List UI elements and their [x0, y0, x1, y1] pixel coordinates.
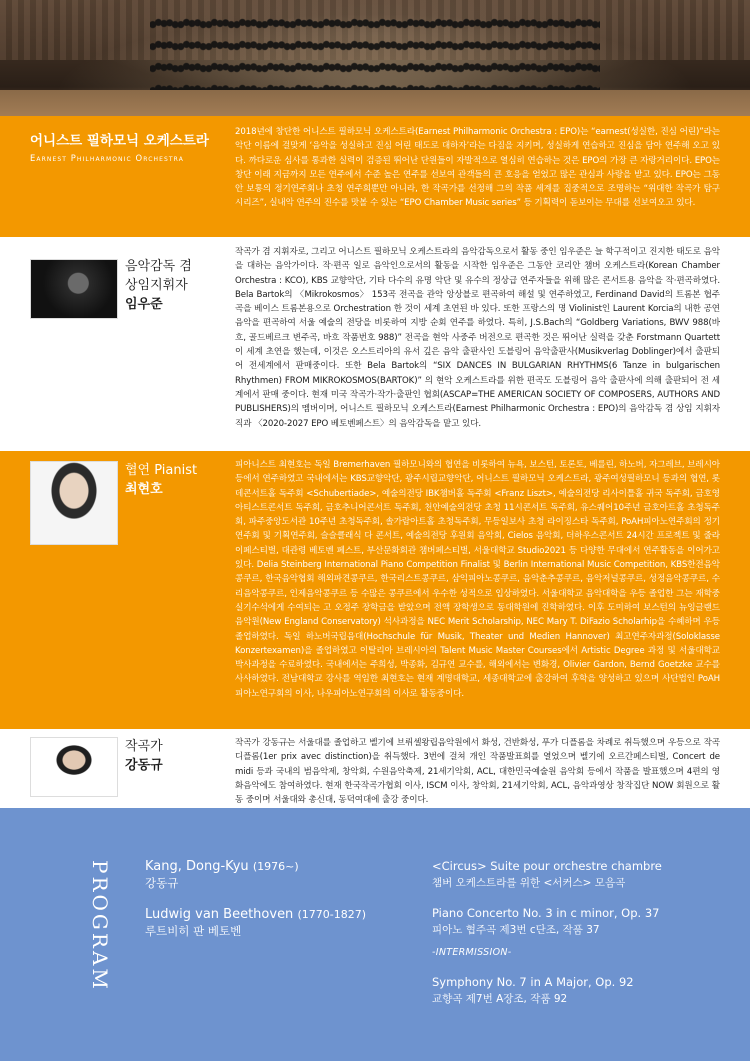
- pianist-biography: 피아니스트 최현호는 독일 Bremerhaven 필하모니와의 협연을 비롯하여 뉴욕, 보스턴, 토론토, 베를린, 하노버, 자그레브, 브레시아 등에서 연주하였고 국내에서는 KBS교향악단, 광주시립교향악단, 어니스트 필하모닉 오케스트라, 광주여성필하모니 등과의 협연, 롯데콘서트홀 독주회 <Schubertiade>, 예술의전당 IBK챔버홀 독주회 <Franz Liszt>, 예술의전당 리사이틀홀 귀국 독주회, 금호영아티스트콘서트 독주회, 금호추니어콘서트 독주회, 천안예술의전당 초청 11시콘서트 독주회, 유스퀘어10주년 금호아트홀 초청독주회, 파주중앙도서관 10주년 초청독주회, 솔가람아트홀 초청독주회, 무등일보사 초청 라이징스타 독주회, PoAH피아노연주회의 정기연주회 및 기획연주회, 슬슬클래식 다 콘서트, 예술의전당 후원회 음악회, Cielos 음악회, 더하우스콘서트 24시간 프로젝트 및 줄라이페스티벌, 대관령 베토벤 페스트, 부산문화회관 챔버페스티벌, 서울대학교 Studio2021 등 다양한 무대에서 연주활동을 이어가고 있다. Delia Steinberg International Piano Competition Finalist 및 Berlin International Music Competition, KBS한전음악콩쿠르, 한국음악협회 해외파견콩쿠르, 한국리스트콩쿠르, 삼익피아노콩쿠르, 음악춘추콩쿠르, 음악저널콩쿠르, 성정음악콩쿠르, 수리음악콩쿠르, 인제음악콩쿠르 등 수많은 콩쿠르에서 우수한 성적으로 입상하였다. 서울대학교 음악대학을 우등 졸업한 그는 재학중 실기수석에게 수여되는 고 오정주 장학금을 받았으며 전액 장학생으로 동대학원에 진학하였다. 이후 도미하여 보스턴의 뉴잉글랜드음악원(New England Conservatory) 석사과정을 NEC Merit Scholarship, NEC Mary T. DiFazio Scholarhip을 수혜하며 우등졸업하였다. 독일 하노버국립음대(Hochschule für Musik, Theater und Medien Hannover) 최고연주자과정(Soloklasse Konzertexamen)을 졸업하였고 이탈리아 브레시아의 Talent Music Master Courses에서 Artistic Degree 과정 및 서울대학교 박사과정을 수료하였다. 국내에서는 주희성, 박종화, 김규연 교수를, 해외에서는 변화경, Olivier Gardon, Bernd Goetzke 교수를 사사하였다. 전남대학교 강사를 역임한 최현호는 현재 계명대학교, 세종대학교에 출강하여 후학을 양성하고 있으며 사단법인 PoAH피아노연구회의 이사, 나우피아노연구회의 이사로 활동중이다.: [235, 460, 720, 699]
- work3-title-kr: 교향곡 제7번 A장조, 작품 92: [432, 993, 568, 1005]
- work1-title-kr: 챔버 오케스트라를 위한 <서커스> 모음곡: [432, 877, 626, 889]
- conductor-role-line1: 음악감독 겸: [125, 259, 192, 274]
- conductor-portrait: [30, 259, 118, 319]
- composer-name: 강동규: [125, 758, 163, 773]
- orchestra-photo: [0, 0, 750, 116]
- composer-biography: 작곡가 강동규는 서울대를 졸업하고 벨기에 브뤼셀왕립음악원에서 화성, 건반화성, 푸가 디플롬을 차례로 취득했으며 우등으로 작곡 디플롬(1er prix avec distinction)을 취득했다. 3번에 걸쳐 개인 작품발표회를 열었으며 벨기에 오르간페스티벌, Concert de midi 등과 국내의 범음악제, 창악회, 수원음악축제, 21세기악회, ACL, 대한민국예술원 음악회 등에서 작품을 발표했으며 4편의 영화음악에도 참여하였다. 현재 한국작곡가협회 이사, ISCM 이사, 창악회, 21세기악회, ACL, 음악과영상 창작집단 NOW 회원으로 활동 중이며 서울대와 총신대, 동덕여대에 출강 중이다.: [235, 738, 720, 806]
- work2-title-kr: 피아노 협주곡 제3번 c단조, 작품 37: [432, 924, 600, 936]
- pianist-name: 최현호: [125, 482, 163, 497]
- composer1-name-en: Kang, Dong-Kyu (1976~): [145, 859, 299, 874]
- work2-title-en: Piano Concerto No. 3 in c minor, Op. 37: [432, 906, 660, 920]
- composer2-name-en: Ludwig van Beethoven (1770-1827): [145, 907, 366, 922]
- pianist-section: [0, 451, 750, 729]
- orchestra-title-en: Earnest Philharmonic Orchestra: [30, 153, 184, 163]
- composer1-name-kr: 강동규: [145, 876, 179, 890]
- orchestra-description: 2018년에 창단한 어니스트 필하모닉 오케스트라(Earnest Philharmonic Orchestra : EPO)는 “earnest(성실한, 진심 어린)”라는 악단 이름에 걸맞게 ‘음악을 성실하고 진심 어린 태도로 대하자’라는 다짐을 지키며, 성실하게 연습하고 진심을 담아 연주해 오고 있다. 까다로운 심사를 통과한 실력이 검증된 뛰어난 단원들이 자발적으로 열심히 연습하는 것은 EPO의 가장 큰 자랑거리이다. EPO는 창단 이래 지금까지 모든 연주에서 수준 높은 연주를 선보여 관객들의 큰 호응을 얻었고 많은 관심과 사랑을 받고 있다. EPO는 그동안 보통의 정기연주회나 초청 연주회뿐만 아니라, 한 작곡가를 선정해 그의 작품 세계를 집중적으로 조명하는 “위대한 작곡가 탐구 시리즈”, 실내악 연주의 진수를 맛볼 수 있는 “EPO Chamber Music series” 등 기획력이 돋보이는 무대를 선보여오고 있다.: [235, 127, 720, 209]
- work1-title-en: <Circus> Suite pour orchestre chambre: [432, 859, 662, 873]
- composer2-name-kr: 루트비히 판 베토벤: [145, 924, 242, 938]
- pianist-role: 협연 Pianist: [125, 463, 198, 478]
- conductor-name: 임우준: [125, 297, 163, 312]
- orchestra-title-kr: 어니스트 필하모닉 오케스트라: [30, 133, 209, 149]
- orchestra-section: [0, 116, 750, 237]
- conductor-role-line2: 상임지휘자: [125, 278, 188, 293]
- composer-role: 작곡가: [125, 739, 163, 754]
- work3-title-en: Symphony No. 7 in A Major, Op. 92: [432, 975, 634, 989]
- composer-portrait: [30, 737, 118, 797]
- conductor-section: [0, 237, 750, 451]
- intermission-label: -INTERMISSION-: [432, 947, 512, 958]
- program-heading: PROGRAM: [88, 860, 112, 992]
- composer-section: [0, 729, 750, 808]
- conductor-biography: 작곡가 겸 지휘자로, 그리고 어니스트 필하모닉 오케스트라의 음악감독으로서 활동 중인 임우준은 늘 학구적이고 진지한 태도로 음악을 대하는 음악가이다. 작·편곡 일로 음악인으로서의 활동을 시작한 임우준은 그동안 코리안 챔버 오케스트라(Korean Chamber Orchestra : KCO), KBS 교향악단, 기타 다수의 유명 악단 및 유수의 정상급 연주자들을 위해 많은 콘서트용 음악을 작·편곡하였다. Bela Bartok의 〈Mikrokosmos〉 153곡 전곡을 관악 앙상블로 편곡하여 해설 및 연주하였고, Ferdinand David의 트롬본 협주곡을 베이스 트롬본용으로 Orchestration 한 것이 세계 초연된 바 있다. 또한 프랑스의 명 Violinist인 Laurent Korcia의 내한 공연 음악을 편곡하여 서울 예술의 전당을 비롯하여 지방 순회 연주를 하였다. 특히, J.S.Bach의 “Goldberg Variations, BWV 988(바흐, 골드베르크 변주곡, 바흐 작품번호 988)” 전곡을 현악 사중주 버전으로 편곡한 것은 뛰어난 실력을 갖춘 Forstmann Quartett이 세계 초연을 했는데, 이것은 오스트리아의 유서 깊은 음악 출판사인 도블링어 음악출판사(Musikverlag Doblinger)에서 출판되어 전세계에서 판매중이다. 또한 Bela Bartok의 “SIX DANCES IN BULGARIAN RHYTHMS(6 Tanze in bulgarischen Rhythmen) FROM MIKROKOSMOS(BARTOK)” 의 현악 오케스트라를 위한 편곡도 도블링어 음악 출판사에 의해 출판되어 전 세계에서 판매 중이다. 현재 미국 작곡가·작가·출판인 협회(ASCAP=THE AMERICAN SOCIETY OF COMPOSERS, AUTHORS AND PUBLISHERS)의 멤버이며, 어니스트 필하모닉 오케스트라(Earnest Philharmonic Orchestra : EPO)의 음악감독 겸 상임 지휘자직과 〈2020-2027 EPO 베토벤페스트〉의 음악감독을 맡고 있다.: [235, 247, 720, 429]
- pianist-portrait: [30, 461, 118, 545]
